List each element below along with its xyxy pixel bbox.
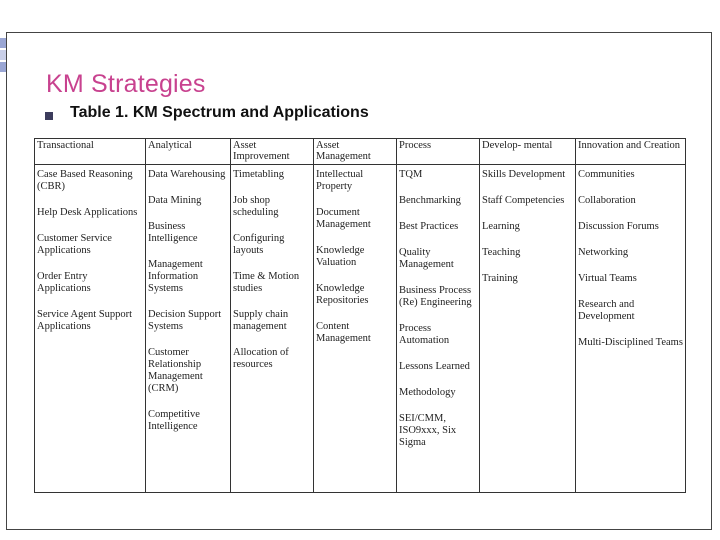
column-developmental: [480, 139, 576, 492]
table-cell: Skills Development: [482, 169, 566, 180]
column-asset-improvement: [231, 139, 314, 492]
column-asset-management: [314, 139, 397, 492]
column-header: Develop- mental: [480, 139, 575, 165]
table-caption: Table 1. KM Spectrum and Applications: [70, 104, 369, 121]
table-cell: Job shop scheduling: [233, 195, 279, 218]
table-cell: Virtual Teams: [578, 273, 637, 284]
table-cell: TQM: [399, 169, 423, 180]
table-cell: Methodology: [399, 387, 456, 398]
table-cell: Data Warehousing: [148, 169, 226, 180]
table-cell: Collaboration: [578, 195, 636, 206]
table-cell: Configuring layouts: [233, 233, 285, 256]
table-cell: Best Practices: [399, 221, 459, 232]
table-cell: Decision Support Systems: [148, 309, 222, 332]
table-cell: Multi-Disciplined Teams: [578, 337, 683, 348]
table-cell: SEI/CMM, ISO9xxx, Six Sigma: [399, 413, 457, 448]
table-cell: Customer Service Applications: [37, 233, 112, 256]
column-header: Asset Improvement: [231, 139, 313, 165]
table-cell: Communities: [578, 169, 635, 180]
table-cell: Quality Management: [399, 247, 454, 270]
table-cell: Customer Relationship Management (CRM): [148, 347, 203, 394]
table-cell: Discussion Forums: [578, 221, 659, 232]
column-innovation-creation: [576, 139, 685, 492]
table-cell: Business Intelligence: [148, 221, 198, 244]
slide-title: KM Strategies: [46, 70, 206, 98]
table-cell: Order Entry Applications: [37, 271, 91, 294]
table-cell: Supply chain management: [233, 309, 289, 332]
table-cell: Management Information Systems: [148, 259, 203, 294]
table-cell: Service Agent Support Applications: [37, 309, 133, 332]
table-cell: Time & Motion studies: [233, 271, 300, 294]
table-cell: Lessons Learned: [399, 361, 470, 372]
column-process: [397, 139, 480, 492]
column-header: Asset Management: [314, 139, 396, 165]
bullet-icon: [45, 112, 53, 120]
column-transactional: [35, 139, 146, 492]
table-cell: Training: [482, 273, 518, 284]
table-cell: Case Based Reasoning (CBR): [37, 169, 133, 192]
table-cell: Teaching: [482, 247, 521, 258]
table-cell: Learning: [482, 221, 520, 232]
column-analytical: [146, 139, 231, 492]
column-header: Transactional: [35, 139, 145, 165]
table-cell: Networking: [578, 247, 629, 258]
table-cell: Research and Development: [578, 299, 635, 322]
table-cell: Timetabling: [233, 169, 284, 180]
table-cell: Benchmarking: [399, 195, 461, 206]
km-spectrum-table: [34, 138, 686, 493]
column-header: Analytical: [146, 139, 230, 165]
table-cell: Intellectual Property: [316, 169, 364, 192]
table-cell: Help Desk Applications: [37, 207, 138, 218]
column-header: Innovation and Creation: [576, 139, 685, 165]
column-header: Process: [397, 139, 479, 165]
table-cell: Document Management: [316, 207, 371, 230]
table-cell: Staff Competencies: [482, 195, 565, 206]
table-cell: Knowledge Repositories: [316, 283, 369, 306]
table-cell: Business Process (Re) Engineering: [399, 285, 472, 308]
table-cell: Content Management: [316, 321, 371, 344]
table-cell: Data Mining: [148, 195, 202, 206]
table-cell: Knowledge Valuation: [316, 245, 365, 268]
table-cell: Allocation of resources: [233, 347, 289, 370]
table-cell: Process Automation: [399, 323, 450, 346]
table-cell: Competitive Intelligence: [148, 409, 200, 432]
